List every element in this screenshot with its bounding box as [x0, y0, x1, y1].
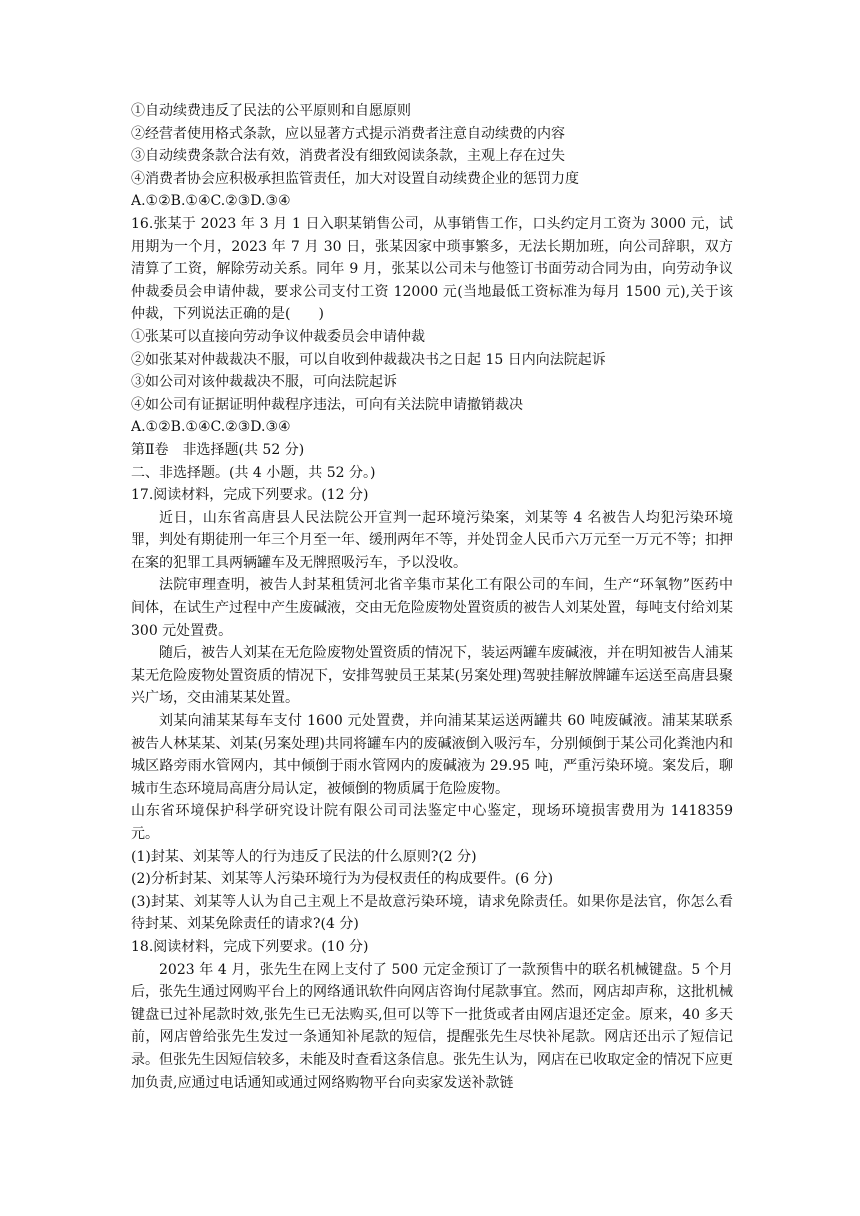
- q15-option-4: ④消费者协会应积极承担监管责任，加大对设置自动续费企业的惩罚力度: [131, 170, 579, 187]
- q15-option-3: ③自动续费条款合法有效，消费者没有细致阅读条款，主观上存在过失: [131, 148, 565, 165]
- q17-question-2: (2)分析封某、刘某等人污染环境行为为侵权责任的构成要件。(6 分): [131, 871, 554, 888]
- q16-stem: 16.张某于 2023 年 3 月 1 日入职某销售公司，从事销售工作，口头约定月工资为 3000 元，试用期为一个月，2023 年 7 月 30 日，张某因家中琐事繁多，无法长期加班，向公司辞职，双方清算了工资，解除劳动关系。同年 9 月，张某以公司未与他签订书面劳动合同为由，向劳动争议仲裁委员会申请仲裁，要求公司支付工资 12000 元(当地最低工资标准为每月 1500 元),关于该仲裁，下列说法正确的是( ): [131, 215, 733, 323]
- q15-option-2: ②经营者使用格式条款，应以显著方式提示消费者注意自动续费的内容: [131, 125, 565, 142]
- q18-title: 18.阅读材料，完成下列要求。(10 分): [131, 938, 369, 955]
- q17-title: 17.阅读材料，完成下列要求。(12 分): [131, 487, 369, 504]
- q16-option-2: ②如张某对仲裁裁决不服，可以自收到仲裁裁决书之日起 15 日内向法院起诉: [131, 351, 606, 368]
- q15-option-1: ①自动续费违反了民法的公平原则和自愿原则: [131, 103, 411, 119]
- q17-question-1: (1)封某、刘某等人的行为违反了民法的什么原则?(2 分): [131, 848, 477, 865]
- q17-paragraph-1: 近日，山东省高唐县人民法院公开宣判一起环境污染案，刘某等 4 名被告人均犯污染环境罪，判处有期徒刑一年三个月至一年、缓刑两年不等，并处罚金人民币六万元至一万元不等；扣押在案的犯罪工具两辆罐车及无牌照吸污车，予以没收。: [131, 509, 733, 571]
- q16-option-4: ④如公司有证据证明仲裁程序违法，可向有关法院申请撤销裁决: [131, 396, 523, 413]
- page-content: [131, 100, 733, 1094]
- q17-question-3: (3)封某、刘某等人认为自己主观上不是故意污染环境，请求免除责任。如果你是法官，你怎么看待封某、刘某免除责任的请求?(4 分): [131, 893, 733, 933]
- q17-paragraph-5: 山东省环境保护科学研究设计院有限公司司法鉴定中心鉴定，现场环境损害费用为 1418359 元。: [131, 803, 733, 842]
- q16-answer-choices: A.①②B.①④C.②③D.③④: [131, 419, 291, 436]
- q18-paragraph-1: 2023 年 4 月，张先生在网上支付了 500 元定金预订了一款预售中的联名机械键盘。5 个月后，张先生通过网购平台上的网络通讯软件向网店咨询付尾款事宜。然而，网店却声称，这批机械键盘已过补尾款时效,张先生已无法购买,但可以等下一批货或者由网店退还定金。原来，40 多天前，网店曾给张先生发过一条通知补尾款的短信，提醒张先生尽快补尾款。网店还出示了短信记录。但张先生因短信较多，未能及时查看这条信息。张先生认为，网店在已收取定金的情况下应更加负责,应通过电话通知或通过网络购物平台向卖家发送补款链: [131, 961, 733, 1091]
- section-heading: 二、非选择题。(共 4 小题，共 52 分。): [131, 464, 376, 481]
- q16-option-3: ③如公司对该仲裁裁决不服，可向法院起诉: [131, 374, 397, 391]
- q17-paragraph-2: 法院审理查明，被告人封某租赁河北省辛集市某化工有限公司的车间，生产“环氧物”医药中间体，在试生产过程中产生废碱液，交由无危险废物处置资质的被告人刘某处置，每吨支付给刘某 300 元处置费。: [131, 577, 733, 639]
- q15-answer-choices: A.①②B.①④C.②③D.③④: [131, 193, 291, 210]
- q17-paragraph-3: 随后，被告人刘某在无危险废物处置资质的情况下，装运两罐车废碱液，并在明知被告人浦某某无危险废物处置资质的情况下，安排驾驶员王某某(另案处理)驾驶挂解放牌罐车运送至高唐县聚兴广场，交由浦某某处置。: [131, 645, 733, 707]
- q16-option-1: ①张某可以直接向劳动争议仲裁委员会申请仲裁: [131, 328, 425, 345]
- q17-paragraph-4: 刘某向浦某某每车支付 1600 元处置费，并向浦某某运送两罐共 60 吨废碱液。浦某某联系被告人林某某、刘某(另案处理)共同将罐车内的废碱液倒入吸污车，分别倾倒于某公司化粪池内和城区路旁雨水管网内，其中倾倒于雨水管网内的废碱液为 29.95 吨，严重污染环境。案发后，聊城市生态环境局高唐分局认定，被倾倒的物质属于危险废物。: [131, 713, 733, 797]
- part2-title: 第Ⅱ卷 非选择题(共 52 分): [131, 441, 305, 458]
